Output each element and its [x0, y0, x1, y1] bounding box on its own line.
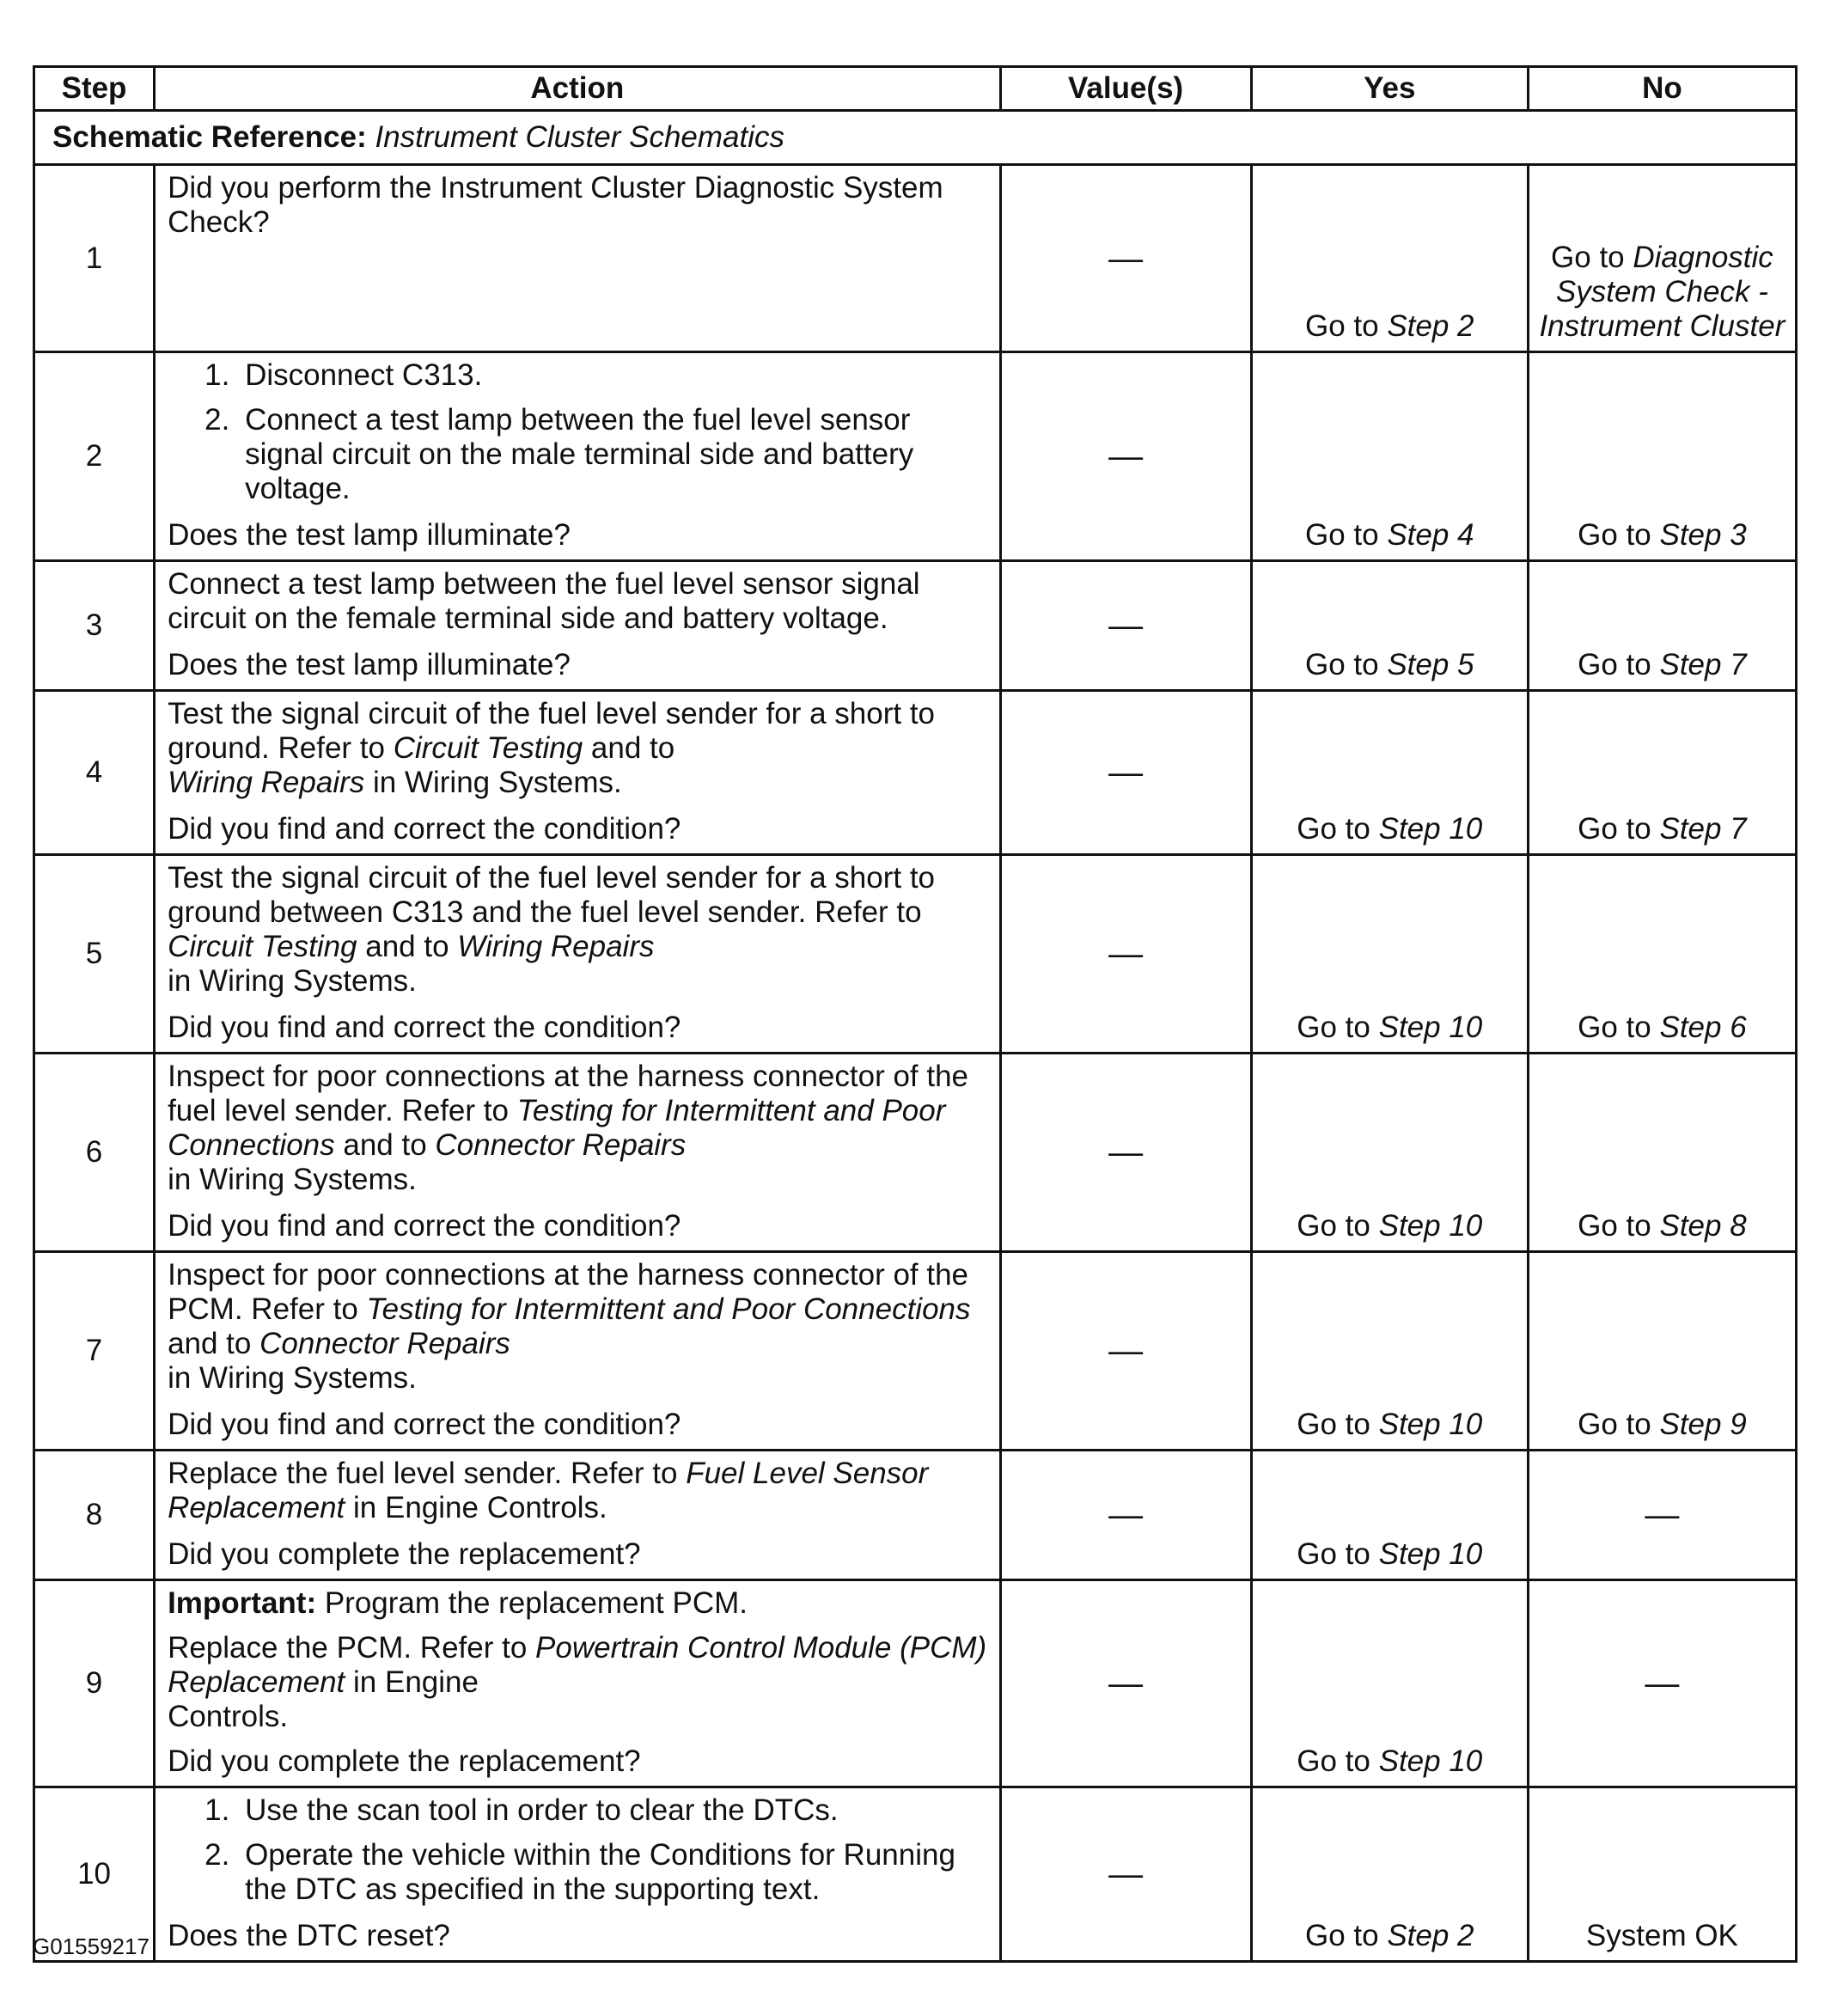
- diagnostic-table: [33, 65, 1798, 1963]
- step-link[interactable]: Step 5: [1387, 648, 1474, 681]
- reference-link[interactable]: Fuel Level Sensor Replacement: [168, 1457, 929, 1524]
- reference-link[interactable]: Powertrain Control Module (PCM) Replacement: [168, 1631, 987, 1699]
- go-to-label: Go to: [1297, 812, 1370, 846]
- value-cell: —: [1000, 691, 1251, 855]
- action-step-item: 1. Use the scan tool in order to clear the DTCs.: [238, 1793, 990, 1828]
- action-steps-list: [168, 358, 990, 506]
- no-cell: [1528, 352, 1796, 561]
- value-cell: —: [1000, 1054, 1251, 1252]
- step-link[interactable]: Step 9: [1659, 1408, 1747, 1441]
- table-row: [34, 1787, 1797, 1962]
- yes-cell: [1251, 1054, 1528, 1252]
- action-question: Did you find and correct the condition?: [168, 812, 681, 846]
- action-text-part: Replace the PCM. Refer to: [168, 1631, 536, 1665]
- step-link[interactable]: Step 4: [1387, 518, 1474, 552]
- action-cell: [155, 1054, 1000, 1252]
- table-row: [34, 1054, 1797, 1252]
- action-text: [168, 1457, 990, 1525]
- step-link[interactable]: Step 6: [1659, 1011, 1747, 1044]
- header-values: Value(s): [1000, 67, 1251, 111]
- action-text-part: Test the signal circuit of the fuel level sender for a short to ground between C313 and the fuel level sender. Refer to: [168, 861, 936, 929]
- header-step: Step: [34, 67, 155, 111]
- action-cell: [155, 1252, 1000, 1451]
- action-text-part: in Engine: [345, 1665, 479, 1699]
- no-cell: —: [1528, 1580, 1796, 1787]
- step-number: 2: [34, 352, 155, 561]
- go-to-label: Go to: [1297, 1537, 1370, 1571]
- value-cell: —: [1000, 1580, 1251, 1787]
- yes-cell: [1251, 1580, 1528, 1787]
- action-question: Did you complete the replacement?: [168, 1537, 641, 1571]
- yes-cell: [1251, 1451, 1528, 1580]
- important-note: [168, 1586, 990, 1621]
- action-cell: [155, 561, 1000, 691]
- action-text: [168, 1258, 990, 1396]
- step-link[interactable]: Step 3: [1659, 518, 1747, 552]
- go-to-label: Go to: [1551, 241, 1625, 274]
- step-number: 8: [34, 1451, 155, 1580]
- header-yes: Yes: [1251, 67, 1528, 111]
- go-to-label: Go to: [1304, 648, 1379, 681]
- no-cell: [1528, 165, 1796, 352]
- important-text: Program the replacement PCM.: [316, 1586, 748, 1620]
- action-text-part: in Wiring Systems.: [168, 1361, 417, 1395]
- reference-link[interactable]: Diagnostic System Check - Instrument Cluster: [1539, 241, 1785, 343]
- step-number: 9: [34, 1580, 155, 1787]
- action-question: Does the test lamp illuminate?: [168, 518, 571, 552]
- action-text-part: Controls.: [168, 1700, 289, 1733]
- step-number: 6: [34, 1054, 155, 1252]
- yes-cell: [1251, 1252, 1528, 1451]
- reference-link[interactable]: Testing for Intermittent and Poor Connections: [168, 1094, 946, 1162]
- step-link[interactable]: Step 7: [1659, 648, 1747, 681]
- action-text-part: Replace the fuel level sender. Refer to: [168, 1457, 687, 1490]
- value-cell: —: [1000, 1787, 1251, 1962]
- no-cell: [1528, 691, 1796, 855]
- no-cell: System OK: [1528, 1787, 1796, 1962]
- table-row: [34, 561, 1797, 691]
- step-link[interactable]: Step 7: [1659, 812, 1747, 846]
- action-question: Did you find and correct the condition?: [168, 1408, 681, 1441]
- action-cell: [155, 1787, 1000, 1962]
- no-cell: [1528, 1054, 1796, 1252]
- action-question: Did you find and correct the condition?: [168, 1011, 681, 1044]
- action-text: [168, 861, 990, 999]
- action-cell: [155, 855, 1000, 1054]
- yes-cell: [1251, 1787, 1528, 1962]
- table-row: [34, 1252, 1797, 1451]
- value-cell: —: [1000, 855, 1251, 1054]
- action-question: Does the DTC reset?: [168, 1919, 450, 1952]
- table-row: [34, 691, 1797, 855]
- go-to-label: Go to: [1578, 812, 1651, 846]
- action-step-item: 1. Disconnect C313.: [238, 358, 990, 393]
- yes-cell: [1251, 561, 1528, 691]
- header-row: [34, 67, 1797, 111]
- reference-link[interactable]: Connector Repairs: [435, 1128, 687, 1162]
- table-row: [34, 165, 1797, 352]
- go-to-label: Go to: [1578, 518, 1651, 552]
- step-link[interactable]: Step 10: [1378, 812, 1483, 846]
- header-action: Action: [155, 67, 1000, 111]
- reference-link[interactable]: Wiring Repairs: [168, 766, 365, 799]
- action-text: [168, 1631, 990, 1734]
- reference-link[interactable]: Circuit Testing: [393, 731, 583, 765]
- value-cell: —: [1000, 1252, 1251, 1451]
- step-link[interactable]: Step 10: [1378, 1408, 1483, 1441]
- reference-link[interactable]: Connector Repairs: [259, 1327, 510, 1360]
- step-link[interactable]: Step 10: [1378, 1744, 1483, 1778]
- action-text-part: and to: [357, 930, 458, 963]
- action-text: Did you perform the Instrument Cluster Diagnostic System Check?: [168, 171, 943, 239]
- schematic-reference: [34, 111, 1797, 165]
- action-text-part: in Engine Controls.: [345, 1491, 607, 1524]
- action-text: [168, 697, 990, 800]
- go-to-label: Go to: [1578, 1011, 1651, 1044]
- value-cell: —: [1000, 165, 1251, 352]
- schematic-reference-link[interactable]: Instrument Cluster Schematics: [375, 120, 785, 154]
- action-text: [168, 1060, 990, 1197]
- go-to-label: Go to: [1297, 1209, 1370, 1243]
- go-to-label: Go to: [1578, 1408, 1651, 1441]
- action-text-part: in Wiring Systems.: [168, 1163, 417, 1196]
- figure-id: G01559217: [33, 1934, 150, 1959]
- value-cell: —: [1000, 352, 1251, 561]
- important-label: Important:: [168, 1586, 317, 1620]
- step-number: 5: [34, 855, 155, 1054]
- step-number: 1: [34, 165, 155, 352]
- schematic-reference-row: [34, 111, 1797, 165]
- step-link[interactable]: Step 2: [1387, 1919, 1474, 1952]
- step-number: 10: [34, 1787, 155, 1962]
- no-cell: [1528, 561, 1796, 691]
- action-text-part: and to: [583, 731, 675, 765]
- yes-cell: [1251, 165, 1528, 352]
- action-cell: [155, 165, 1000, 352]
- no-cell: [1528, 1252, 1796, 1451]
- go-to-label: Go to: [1297, 1408, 1370, 1441]
- action-step-item: 2. Connect a test lamp between the fuel level sensor signal circuit on the male terminal side and battery voltage.: [238, 403, 990, 506]
- action-steps-list: [168, 1793, 990, 1907]
- table-row: [34, 855, 1797, 1054]
- reference-link[interactable]: Testing for Intermittent and Poor Connections: [366, 1292, 971, 1326]
- no-cell: [1528, 855, 1796, 1054]
- step-number: 3: [34, 561, 155, 691]
- yes-cell: [1251, 855, 1528, 1054]
- table-row: [34, 1580, 1797, 1787]
- action-cell: [155, 352, 1000, 561]
- step-link[interactable]: Step 10: [1378, 1011, 1483, 1044]
- value-cell: —: [1000, 561, 1251, 691]
- step-number: 4: [34, 691, 155, 855]
- action-text-part: in Wiring Systems.: [364, 766, 622, 799]
- yes-cell: [1251, 352, 1528, 561]
- go-to-label: Go to: [1304, 309, 1379, 343]
- table-row: [34, 1451, 1797, 1580]
- go-to-label: Go to: [1578, 648, 1651, 681]
- action-cell: [155, 1451, 1000, 1580]
- reference-link[interactable]: Wiring Repairs: [457, 930, 655, 963]
- action-question: Did you find and correct the condition?: [168, 1209, 681, 1243]
- step-link[interactable]: Step 2: [1387, 309, 1474, 343]
- go-to-label: Go to: [1297, 1744, 1370, 1778]
- action-question: Did you complete the replacement?: [168, 1744, 641, 1778]
- go-to-label: Go to: [1304, 518, 1379, 552]
- step-number: 7: [34, 1252, 155, 1451]
- header-no: No: [1528, 67, 1796, 111]
- action-text-part: Test the signal circuit of the fuel level sender for a short to ground. Refer to: [168, 697, 936, 765]
- no-cell: —: [1528, 1451, 1796, 1580]
- action-cell: [155, 691, 1000, 855]
- action-question: Does the test lamp illuminate?: [168, 648, 571, 681]
- step-link[interactable]: Step 10: [1378, 1209, 1483, 1243]
- reference-link[interactable]: Circuit Testing: [168, 930, 357, 963]
- go-to-label: Go to: [1578, 1209, 1651, 1243]
- action-text-part: and to: [168, 1327, 260, 1360]
- step-link[interactable]: Step 10: [1378, 1537, 1483, 1571]
- action-text: Connect a test lamp between the fuel level sensor signal circuit on the female terminal side and battery voltage.: [168, 567, 920, 635]
- step-link[interactable]: Step 8: [1659, 1209, 1747, 1243]
- value-cell: —: [1000, 1451, 1251, 1580]
- yes-cell: [1251, 691, 1528, 855]
- action-text-part: Inspect for poor connections at the harness connector of the fuel level sender. Refer to: [168, 1060, 969, 1127]
- schematic-reference-label: Schematic Reference:: [52, 120, 367, 154]
- action-text-part: in Wiring Systems.: [168, 964, 417, 998]
- table-row: [34, 352, 1797, 561]
- action-text-part: and to: [334, 1128, 436, 1162]
- go-to-label: Go to: [1304, 1919, 1379, 1952]
- action-text-part: Inspect for poor connections at the harness connector of the PCM. Refer to: [168, 1258, 969, 1326]
- action-step-item: 2. Operate the vehicle within the Conditions for Running the DTC as specified in the supporting text.: [238, 1838, 990, 1907]
- go-to-label: Go to: [1297, 1011, 1370, 1044]
- action-cell: [155, 1580, 1000, 1787]
